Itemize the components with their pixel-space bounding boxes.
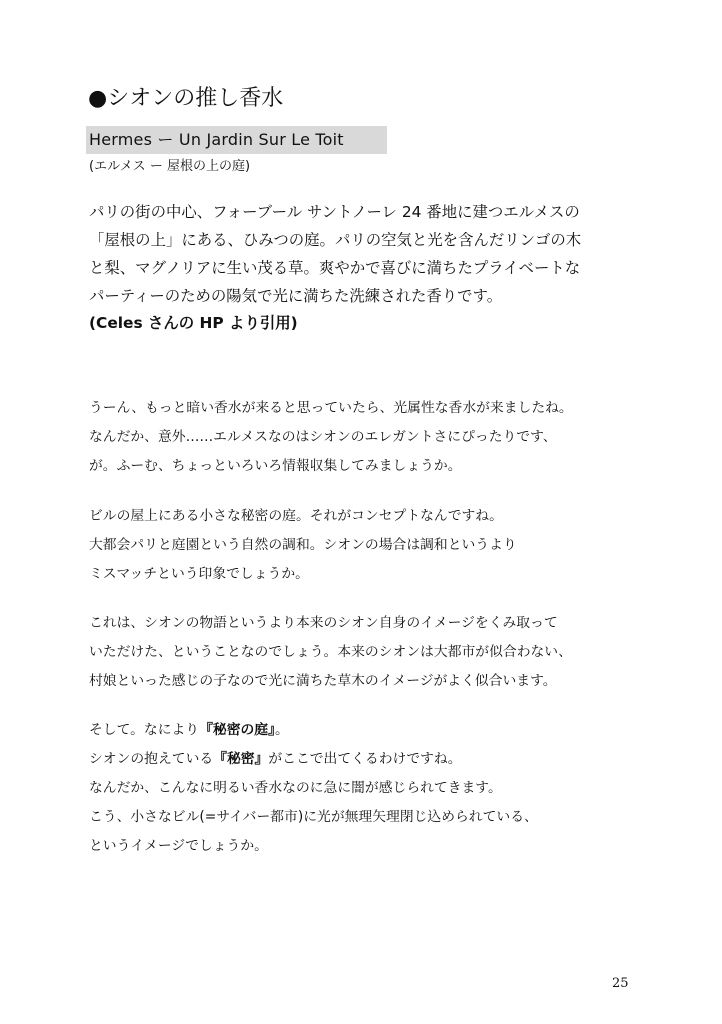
perfume-title: Hermes ー Un Jardin Sur Le Toit — [89, 130, 344, 149]
paragraph-line: 大都会パリと庭園という自然の調和。シオンの場合は調和というより — [89, 537, 517, 553]
paragraph-line — [89, 716, 649, 745]
text-run: 。 — [275, 722, 289, 738]
emphasis-secret: 『秘密』 — [213, 751, 269, 767]
paragraph-line: こう、小さなビル(=サイバー都市)に光が無理矢理閉じ込められている、 — [89, 809, 538, 825]
paragraph-line: これは、シオンの物語というより本来のシオン自身のイメージをくみ取って — [89, 615, 558, 631]
paragraph-line: なんだか、こんなに明るい香水なのに急に闇が感じられてきます。 — [89, 780, 502, 796]
paragraph-line: ミスマッチという印象でしょうか。 — [89, 566, 309, 582]
paragraph-image — [89, 609, 649, 696]
paragraph-secret — [89, 716, 649, 861]
paragraph-line — [89, 745, 649, 774]
paragraph-line: ビルの屋上にある小さな秘密の庭。それがコンセプトなんですね。 — [89, 508, 503, 524]
paragraph-line: なんだか、意外……エルメスなのはシオンのエレガントさにぴったりです、 — [89, 429, 557, 445]
description-line: パーティーのための陽気で光に満ちた洗練された香りです。 — [89, 287, 503, 305]
description-line: 「屋根の上」にある、ひみつの庭。パリの空気と光を含んだリンゴの木 — [89, 231, 582, 249]
paragraph-line: 村娘といった感じの子なので光に満ちた草木のイメージがよく似合います。 — [89, 673, 557, 689]
description-line: パリの街の中心、フォーブール サントノーレ 24 番地に建つエルメスの — [89, 203, 580, 221]
paragraph-line: うーん、もっと暗い香水が来ると思っていたら、光属性な香水が来ましたね。 — [89, 400, 573, 416]
perfume-subtitle: (エルメス ー 屋根の上の庭) — [89, 159, 251, 174]
section-heading: ●シオンの推し香水 — [88, 86, 284, 111]
text-run: がここで出てくるわけですね。 — [268, 751, 462, 767]
text-run: シオンの抱えている — [89, 751, 214, 767]
emphasis-secret-garden: 『秘密の庭』 — [199, 722, 275, 738]
quote-source: (Celes さんの HP より引用) — [89, 314, 298, 332]
paragraph-line: というイメージでしょうか。 — [89, 838, 268, 854]
paragraph-line: いただけた、ということなのでしょう。本来のシオンは大都市が似合わない、 — [89, 644, 572, 660]
paragraph-first-impression — [89, 394, 649, 481]
paragraph-concept — [89, 502, 649, 589]
description-line: と梨、マグノリアに生い茂る草。爽やかで喜びに満ちたプライベートな — [89, 259, 581, 277]
text-run: そして。なにより — [89, 722, 200, 738]
perfume-description — [89, 198, 649, 310]
page-number: 25 — [612, 976, 629, 991]
paragraph-line: が。ふーむ、ちょっといろいろ情報収集してみましょうか。 — [89, 458, 462, 474]
